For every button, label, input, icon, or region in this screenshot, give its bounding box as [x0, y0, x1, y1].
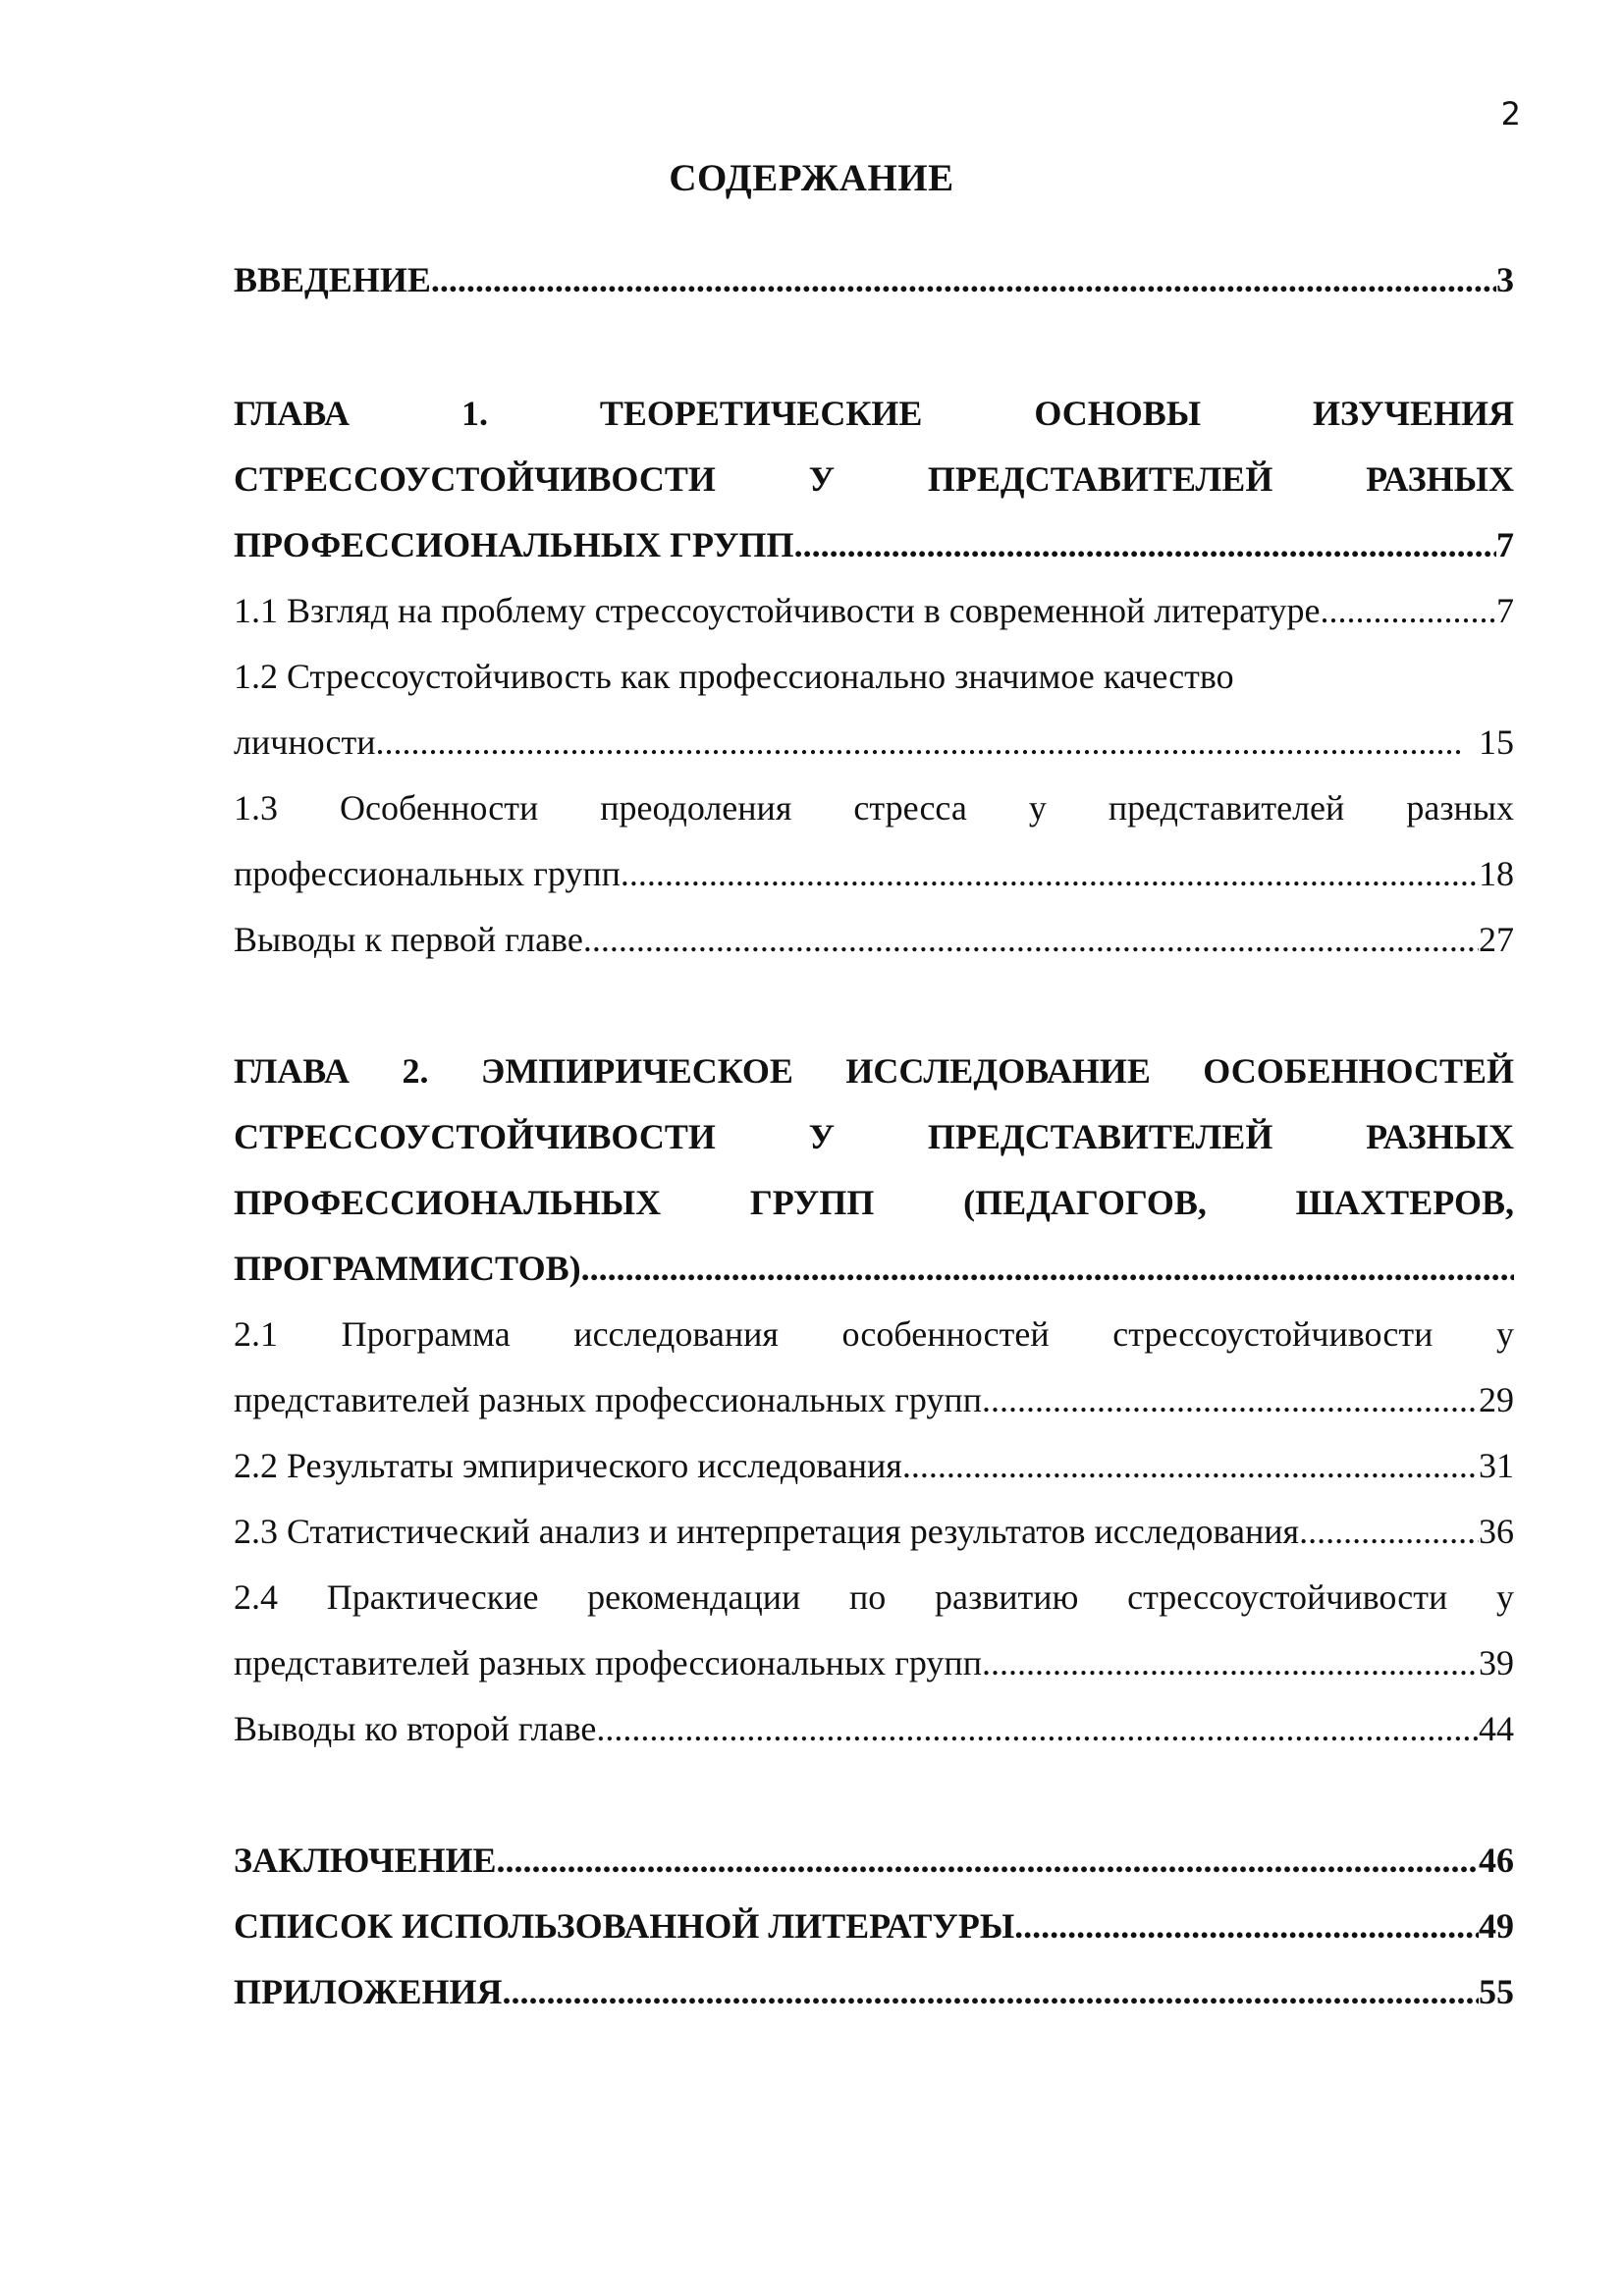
- toc-entry-label: 2.2 Результаты эмпирического исследования: [234, 1446, 902, 1485]
- toc-page-number: 7: [1496, 591, 1514, 630]
- toc-entry-2-4-line1[interactable]: 2.4 Практические рекомендации по развитию стрессоустойчивости у: [234, 1577, 1514, 1617]
- toc-entry-appendix[interactable]: [234, 1967, 1514, 2016]
- toc-entry-label: ПРИЛОЖЕНИЯ: [234, 1972, 503, 2011]
- toc-entry-label: Выводы к первой главе: [234, 920, 583, 959]
- toc-entry-label: ВВЕДЕНИЕ: [234, 260, 431, 299]
- toc-entry-label: 1.1 Взгляд на проблему стрессоустойчивости в современной литературе: [234, 591, 1321, 630]
- toc-chapter2-line2[interactable]: СТРЕССОУСТОЙЧИВОСТИ У ПРЕДСТАВИТЕЛЕЙ РАЗНЫХ: [234, 1117, 1514, 1156]
- toc-chapter2-line1[interactable]: ГЛАВА 2. ЭМПИРИЧЕСКОЕ ИССЛЕДОВАНИЕ ОСОБЕННОСТЕЙ: [234, 1051, 1514, 1091]
- dot-leader: [581, 1244, 1514, 1293]
- dot-leader: [982, 1375, 1479, 1424]
- toc-page-number: 49: [1479, 1906, 1514, 1946]
- toc-page-number: 44: [1479, 1709, 1514, 1748]
- toc-entry-2-3[interactable]: [234, 1507, 1514, 1556]
- toc-page-number: 18: [1479, 854, 1514, 893]
- toc-entry-label: ЗАКЛЮЧЕНИЕ: [234, 1841, 497, 1880]
- toc-entry-2-2[interactable]: [234, 1441, 1514, 1490]
- toc-entry-label: профессиональных групп: [234, 854, 621, 893]
- dot-leader: [794, 520, 1496, 569]
- dot-leader: [596, 1704, 1479, 1753]
- toc-page-number: 29: [1479, 1380, 1514, 1419]
- toc-page-number: 27: [1479, 920, 1514, 959]
- toc-chapter1-line2[interactable]: СТРЕССОУСТОЙЧИВОСТИ У ПРЕДСТАВИТЕЛЕЙ РАЗНЫХ: [234, 459, 1514, 499]
- toc-chapter1-line3[interactable]: [234, 520, 1514, 569]
- toc-entry-1-3-line1[interactable]: 1.3 Особенности преодоления стресса у представителей разных: [234, 788, 1514, 828]
- dot-leader: [1014, 1901, 1479, 1950]
- toc-page-number: 39: [1479, 1643, 1514, 1682]
- toc-entry-1-1[interactable]: [234, 586, 1514, 635]
- dot-leader: [431, 255, 1496, 304]
- toc-chapter2-line3[interactable]: ПРОФЕССИОНАЛЬНЫХ ГРУПП (ПЕДАГОГОВ, ШАХТЕРОВ,: [234, 1183, 1514, 1222]
- dot-leader: [375, 718, 1461, 767]
- toc-page-number: 7: [1496, 525, 1514, 564]
- toc-entry-1-3-line2[interactable]: [234, 849, 1514, 898]
- dot-leader: [583, 915, 1479, 964]
- dot-leader: [902, 1441, 1479, 1490]
- toc-page-number: 31: [1479, 1446, 1514, 1485]
- toc-entry-label: личности: [234, 722, 376, 762]
- toc-page-number: 36: [1479, 1512, 1514, 1551]
- toc-entry-label: 1.2 Стрессоустойчивость как профессионально значимое качество: [234, 657, 1234, 696]
- toc-entry-label: ПРОФЕССИОНАЛЬНЫХ ГРУПП: [234, 525, 794, 564]
- toc-entry-label: СПИСОК ИСПОЛЬЗОВАННОЙ ЛИТЕРАТУРЫ: [234, 1906, 1015, 1946]
- toc-entry-label: ПРОГРАММИСТОВ): [234, 1249, 581, 1288]
- toc-entry-conclusion-ch2[interactable]: [234, 1704, 1514, 1753]
- toc-entry-2-1-line2[interactable]: [234, 1375, 1514, 1424]
- dot-leader: [503, 1967, 1479, 2016]
- toc-entry-label: представителей разных профессиональных групп: [234, 1643, 982, 1682]
- toc-entry-conclusion-ch1[interactable]: [234, 915, 1514, 964]
- toc-page-number: 46: [1479, 1841, 1514, 1880]
- toc-page-number: 55: [1479, 1972, 1514, 2011]
- toc-chapter2-line4[interactable]: [234, 1244, 1514, 1293]
- dot-leader: [497, 1836, 1479, 1885]
- page-number: 2: [1500, 95, 1521, 133]
- toc-page-number: 3: [1496, 260, 1514, 299]
- dot-leader: [982, 1638, 1479, 1687]
- toc-entry-1-2-line2[interactable]: [234, 718, 1514, 767]
- toc-entry-conclusion[interactable]: [234, 1836, 1514, 1885]
- toc-entry-2-1-line1[interactable]: 2.1 Программа исследования особенностей стрессоустойчивости у: [234, 1314, 1514, 1354]
- toc-entry-label: Выводы ко второй главе: [234, 1709, 597, 1748]
- toc-entry-label: 2.3 Статистический анализ и интерпретация результатов исследования: [234, 1512, 1300, 1551]
- dot-leader: [1321, 586, 1496, 635]
- toc-chapter1-line1[interactable]: ГЛАВА 1. ТЕОРЕТИЧЕСКИЕ ОСНОВЫ ИЗУЧЕНИЯ: [234, 394, 1514, 433]
- toc-page-number: 15: [1479, 722, 1514, 762]
- dot-leader: [1299, 1507, 1479, 1556]
- toc-entry-label: представителей разных профессиональных групп: [234, 1380, 982, 1419]
- dot-leader: [621, 849, 1479, 898]
- page-title: СОДЕРЖАНИЕ: [669, 157, 954, 199]
- toc-entry-references[interactable]: [234, 1901, 1514, 1950]
- toc-entry-2-4-line2[interactable]: [234, 1638, 1514, 1687]
- toc-entry-intro[interactable]: [234, 255, 1514, 304]
- toc-entry-1-2-line1[interactable]: [234, 652, 1514, 701]
